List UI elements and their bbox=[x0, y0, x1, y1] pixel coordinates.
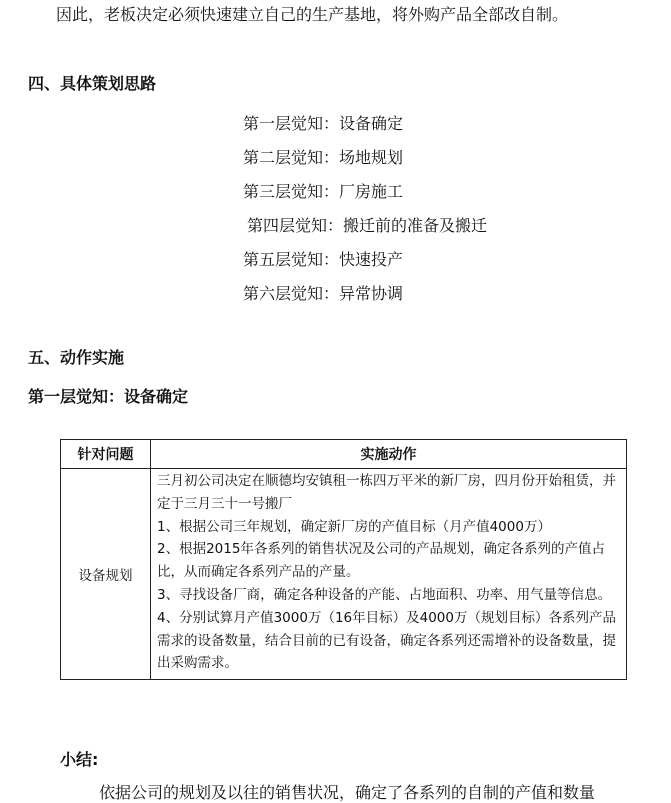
actions-cell bbox=[151, 469, 627, 680]
header-issue: 针对问题 bbox=[61, 440, 151, 469]
section4-heading: 四、具体策划思路 bbox=[28, 74, 157, 93]
awareness-item-4: 第四层觉知：搬迁前的准备及搬迁 bbox=[247, 216, 488, 235]
intro-paragraph: 因此，老板决定必须快速建立自己的生产基地，将外购产品全部改自制。 bbox=[56, 5, 569, 24]
action-table bbox=[60, 439, 627, 680]
summary-title: 小结: bbox=[60, 750, 99, 769]
awareness-item-5: 第五层觉知：快速投产 bbox=[243, 250, 404, 269]
awareness-item-1: 第一层觉知：设备确定 bbox=[243, 114, 404, 133]
awareness-item-6: 第六层觉知：异常协调 bbox=[243, 284, 404, 303]
table-header-row bbox=[61, 440, 627, 469]
table-row bbox=[61, 469, 627, 680]
summary-text: 依据公司的规划及以往的销售状况，确定了各系列的自制的产值和数量 bbox=[99, 783, 596, 802]
action-line-4: 4、分别试算月产值3000万（16年目标）及4000万（规划目标）各系列产品需求的设备数量，结合目前的已有设备，确定各系列还需增补的设备数量，提出采购需求。 bbox=[157, 609, 616, 672]
header-actions: 实施动作 bbox=[151, 440, 627, 469]
action-line-2: 2、根据2015年各系列的销售状况及公司的产品规划，确定各系列的产值占比，从而确定各系列产品的产量。 bbox=[157, 541, 605, 581]
action-line-3: 3、寻找设备厂商，确定各种设备的产能、占地面积、功率、用气量等信息。 bbox=[157, 586, 612, 603]
awareness-item-2: 第二层觉知：场地规划 bbox=[243, 148, 404, 167]
awareness-item-3: 第三层觉知：厂房施工 bbox=[243, 182, 404, 201]
section5-subheading: 第一层觉知：设备确定 bbox=[28, 387, 189, 406]
section5-heading: 五、动作实施 bbox=[28, 348, 125, 367]
action-line-intro: 三月初公司决定在顺德均安镇租一栋四万平米的新厂房，四月份开始租赁，并定于三月三十一号搬厂 bbox=[157, 473, 616, 512]
issue-cell: 设备规划 bbox=[61, 469, 151, 680]
action-line-1: 1、根据公司三年规划，确定新厂房的产值目标（月产值4000万） bbox=[157, 518, 551, 535]
